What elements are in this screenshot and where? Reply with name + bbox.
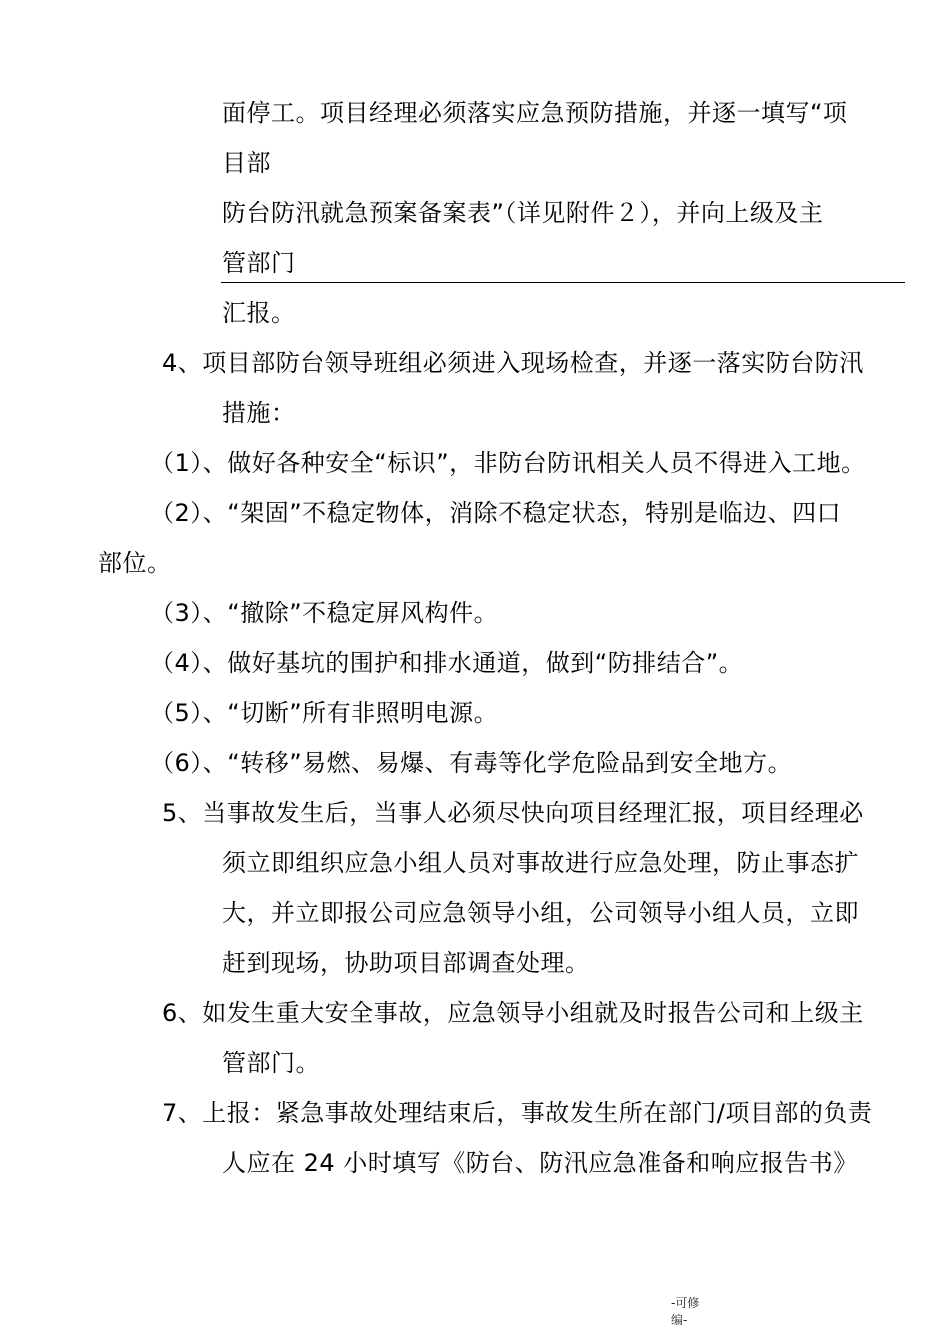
item4-line-1: 4、项目部防台领导班组必须进入现场检查，并逐一落实防台防汛 bbox=[162, 349, 864, 377]
item5-line-4: 赶到现场，协助项目部调查处理。 bbox=[222, 949, 590, 977]
item5-line-2: 须立即组织应急小组人员对事故进行应急处理，防止事态扩 bbox=[222, 849, 859, 877]
item7-line-1: 7、上报：紧急事故处理结束后，事故发生所在部门/项目部的负责 bbox=[162, 1099, 873, 1127]
intro-line-4: 管部门 bbox=[222, 249, 296, 277]
item7-line-2: 人应在 24 小时填写《防台、防汛应急准备和响应报告书》 bbox=[222, 1149, 858, 1177]
horizontal-rule bbox=[221, 282, 905, 283]
intro-line-1: 面停工。项目经理必须落实应急预防措施，并逐一填写“项 bbox=[222, 99, 848, 127]
measure-2: （2）、“架固”不稳定物体，消除不稳定状态，特别是临边、四口 bbox=[150, 499, 842, 527]
measure-5: （5）、“切断”所有非照明电源。 bbox=[150, 699, 499, 727]
intro-line-3: 防台防汛就急预案备案表”（详见附件２），并向上级及主 bbox=[222, 199, 824, 227]
item4-line-2: 措施： bbox=[222, 399, 296, 427]
item5-line-1: 5、当事故发生后，当事人必须尽快向项目经理汇报，项目经理必 bbox=[162, 799, 864, 827]
item5-line-3: 大，并立即报公司应急领导小组，公司领导小组人员，立即 bbox=[222, 899, 859, 927]
footer-line-2: 编- bbox=[671, 1313, 688, 1327]
intro-line-5: 汇报。 bbox=[222, 299, 296, 327]
measure-1: （1）、做好各种安全“标识”，非防台防讯相关人员不得进入工地。 bbox=[150, 449, 866, 477]
measure-6: （6）、“转移”易燃、易爆、有毒等化学危险品到安全地方。 bbox=[150, 749, 793, 777]
footer-line-1: -可修 bbox=[671, 1296, 700, 1310]
measure-4: （4）、做好基坑的围护和排水通道，做到“防排结合”。 bbox=[150, 649, 744, 677]
measure-3: （3）、“撤除”不稳定屏风构件。 bbox=[150, 599, 499, 627]
measure-2-continuation: 部位。 bbox=[98, 549, 172, 577]
item6-line-2: 管部门。 bbox=[222, 1049, 320, 1077]
intro-line-2: 目部 bbox=[222, 149, 271, 177]
item6-line-1: 6、如发生重大安全事故，应急领导小组就及时报告公司和上级主 bbox=[162, 999, 864, 1027]
